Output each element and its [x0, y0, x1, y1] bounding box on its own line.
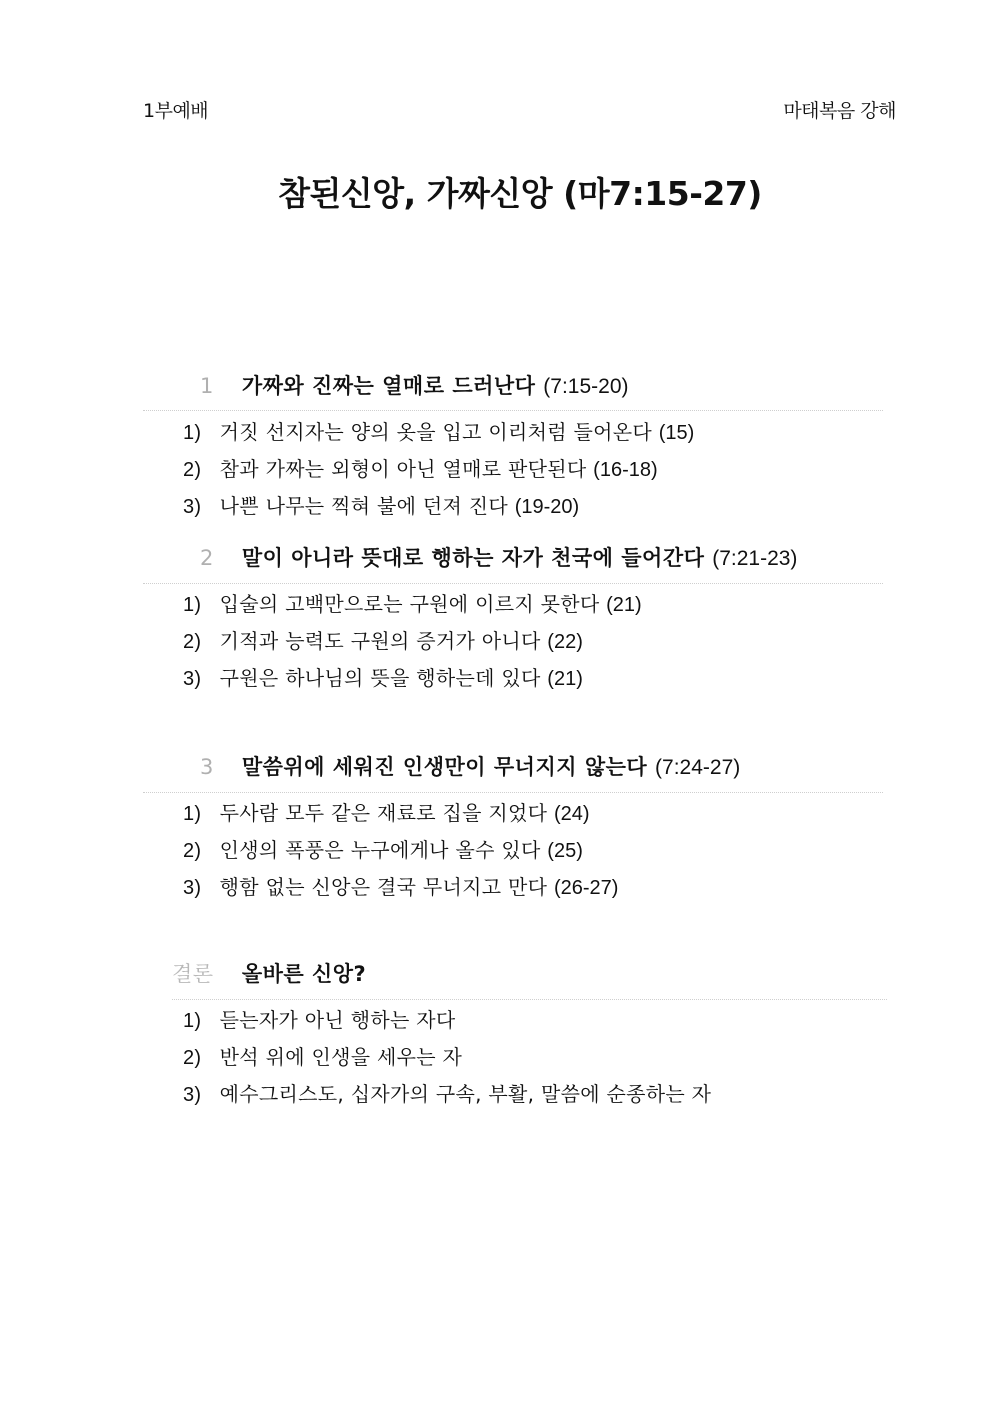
point-reference: (15)	[658, 422, 695, 444]
point-reference: (19-20)	[514, 496, 580, 518]
point-marker: 1)	[183, 1010, 202, 1032]
section-2-heading	[200, 542, 797, 572]
point-text: 기적과 능력도 구원의 증거가 아니다	[219, 629, 541, 653]
point-marker: 3)	[183, 496, 202, 518]
point-item	[183, 1076, 711, 1113]
point-text: 나쁜 나무는 찍혀 불에 던져 진다	[219, 494, 509, 518]
point-marker: 3)	[183, 668, 202, 690]
section-reference: (7:24-27)	[655, 756, 741, 779]
point-marker: 2)	[183, 459, 202, 481]
point-marker: 2)	[183, 631, 202, 653]
point-text: 듣는자가 아닌 행하는 자다	[219, 1008, 456, 1032]
point-text: 행함 없는 신앙은 결국 무너지고 만다	[219, 875, 548, 899]
section-3-heading	[200, 751, 740, 781]
section-1-points	[183, 414, 694, 525]
point-reference: (24)	[553, 803, 590, 825]
point-reference: (26-27)	[553, 877, 619, 899]
point-item	[183, 451, 694, 488]
point-item	[183, 869, 618, 906]
point-marker: 1)	[183, 594, 202, 616]
section-number: 3	[200, 755, 214, 779]
section-title: 가짜와 진짜는 열매로 드러난다	[241, 374, 536, 398]
point-text: 거짓 선지자는 양의 옷을 입고 이리처럼 들어온다	[219, 420, 653, 444]
point-text: 인생의 폭풍은 누구에게나 올수 있다	[219, 838, 541, 862]
point-item	[183, 660, 642, 697]
section-reference: (7:21-23)	[712, 547, 798, 570]
conclusion-divider	[172, 999, 887, 1000]
section-divider	[143, 792, 883, 793]
point-item	[183, 1039, 711, 1076]
point-text: 반석 위에 인생을 세우는 자	[219, 1045, 463, 1069]
section-1-heading	[200, 370, 629, 400]
point-text: 두사람 모두 같은 재료로 집을 지었다	[219, 801, 548, 825]
point-item	[183, 488, 694, 525]
point-item	[183, 1002, 711, 1039]
section-divider	[143, 410, 883, 411]
conclusion-label: 결론	[172, 962, 214, 986]
point-marker: 1)	[183, 422, 202, 444]
point-marker: 2)	[183, 1047, 202, 1069]
point-text: 구원은 하나님의 뜻을 행하는데 있다	[219, 666, 541, 690]
point-reference: (25)	[547, 840, 583, 862]
section-number: 2	[200, 546, 214, 570]
point-reference: (16-18)	[593, 459, 658, 481]
section-title: 말이 아니라 뜻대로 행하는 자가 천국에 들어간다	[241, 546, 705, 570]
point-text: 참과 가짜는 외형이 아닌 열매로 판단된다	[219, 457, 587, 481]
point-item	[183, 414, 694, 451]
sermon-title: 참된신앙, 가짜신앙 (마7:15-27)	[278, 174, 762, 213]
point-item	[183, 586, 642, 623]
section-divider	[143, 583, 883, 584]
point-marker: 2)	[183, 840, 202, 862]
point-reference: (21)	[606, 594, 642, 616]
section-reference: (7:15-20)	[543, 375, 629, 398]
point-marker: 1)	[183, 803, 202, 825]
section-3-points	[183, 795, 618, 906]
point-item	[183, 623, 642, 660]
section-2-points	[183, 586, 642, 697]
point-marker: 3)	[183, 1084, 202, 1106]
section-number: 1	[200, 374, 214, 398]
conclusion-title: 올바른 신앙?	[241, 962, 367, 986]
point-marker: 3)	[183, 877, 202, 899]
service-label: 1부예배	[143, 100, 209, 122]
point-reference: (22)	[547, 631, 583, 653]
section-title: 말씀위에 세워진 인생만이 무너지지 않는다	[241, 755, 648, 779]
point-text: 입술의 고백만으로는 구원에 이르지 못한다	[219, 592, 600, 616]
conclusion-heading	[172, 958, 366, 988]
point-text: 예수그리스도, 십자가의 구속, 부활, 말씀에 순종하는 자	[219, 1082, 712, 1106]
point-item	[183, 832, 618, 869]
point-reference: (21)	[547, 668, 583, 690]
conclusion-points	[183, 1002, 711, 1113]
point-item	[183, 795, 618, 832]
series-label: 마태복음 강해	[783, 100, 896, 122]
